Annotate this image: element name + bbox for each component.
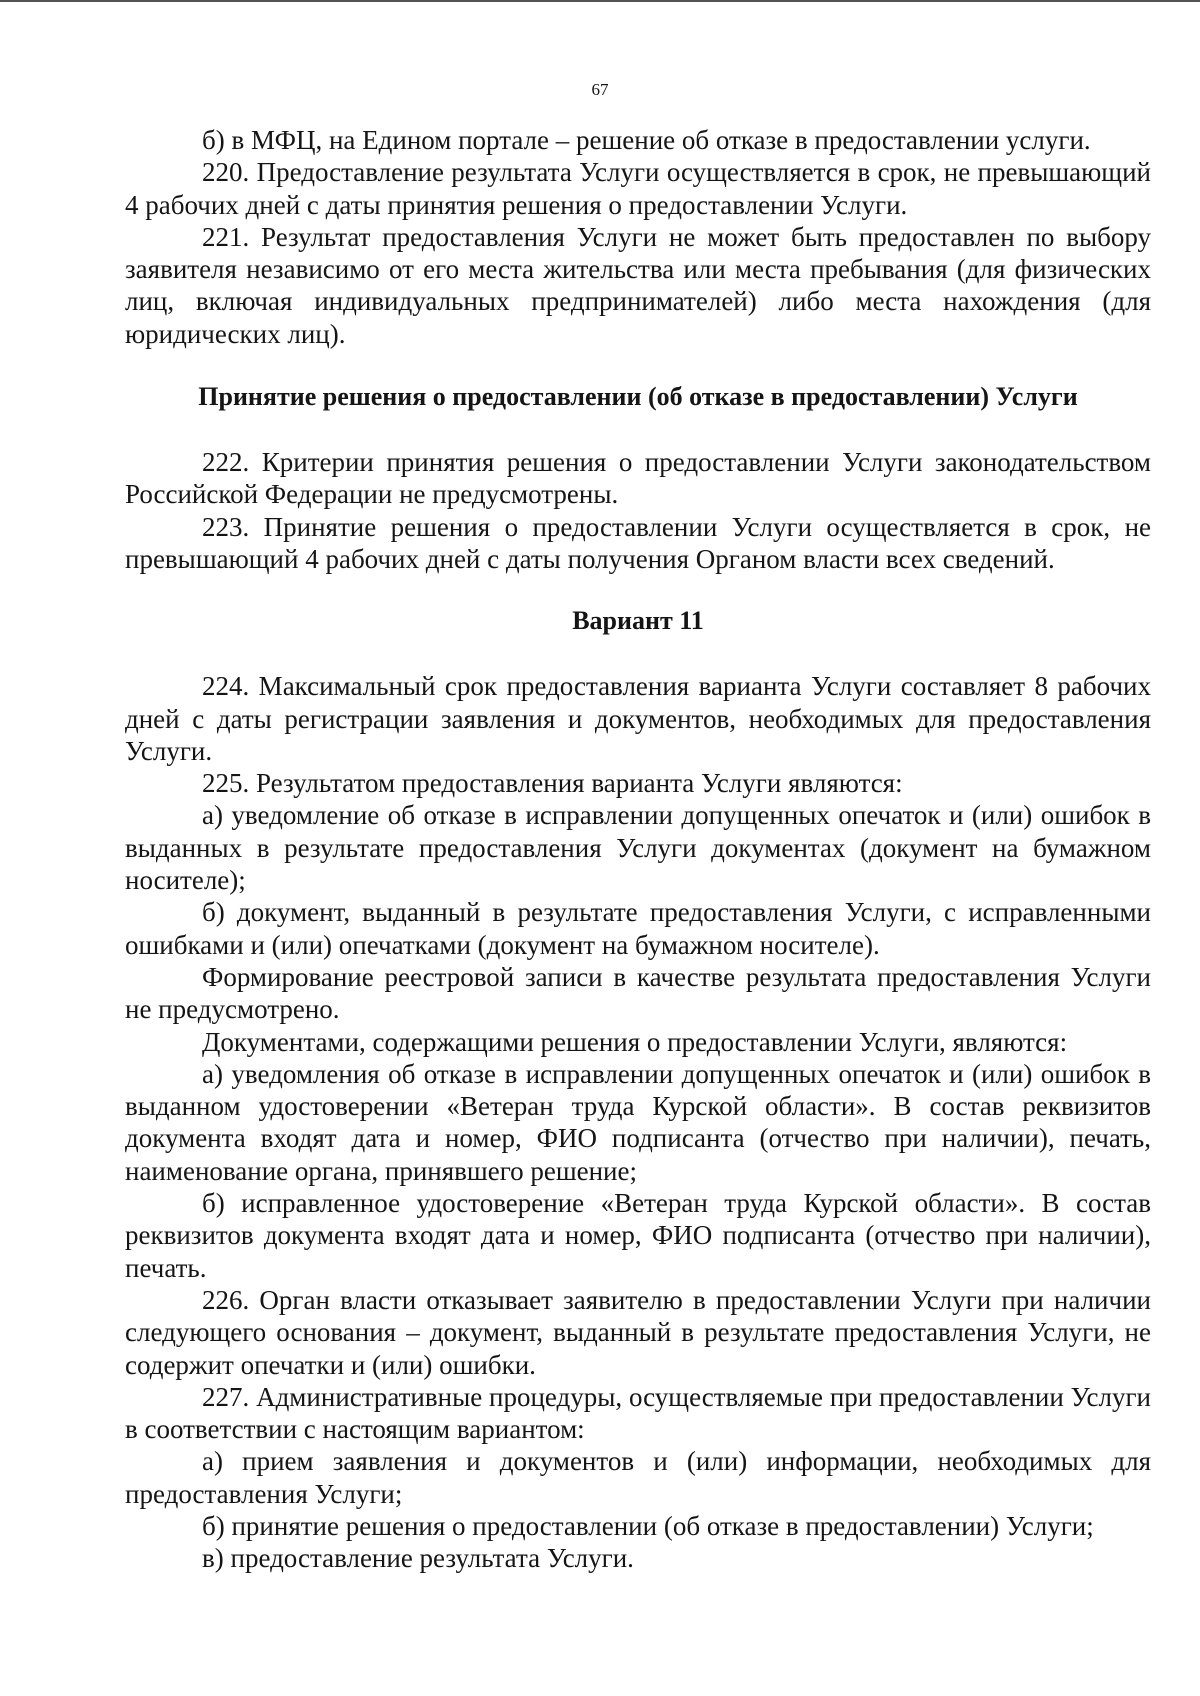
- document-body: [125, 124, 1151, 1575]
- list-item-documents-b: б) исправленное удостоверение «Ветеран труда Курской области». В состав реквизитов документа входят дата и номер, ФИО подписанта (отчество при наличии), печать.: [125, 1188, 1151, 1283]
- paragraph-226: 226. Орган власти отказывает заявителю в предоставлении Услуги при наличии следующего основания – документ, выданный в результате предоставления Услуги, не содержит опечатки и (или) ошибки.: [125, 1284, 1151, 1380]
- paragraph-221: 221. Результат предоставления Услуги не может быть предоставлен по выбору заявителя независимо от его места жительства или места пребывания (для физических лиц, включая индивидуальных предпринимателей) либо места нахождения (для юридических лиц).: [125, 221, 1151, 349]
- paragraph-decision-documents: Документами, содержащими решения о предоставлении Услуги, являются:: [202, 1026, 1068, 1057]
- list-item-documents-a: а) уведомления об отказе в исправлении допущенных опечаток и (или) ошибок в выданном удостоверении «Ветеран труда Курской области». В состав реквизитов документа входят дата и номер, ФИО подписанта (отчество при наличии), печать, наименование органа, принявшего решение;: [125, 1058, 1151, 1186]
- list-item-225b: б) документ, выданный в результате предоставления Услуги, с исправленными ошибками и (или) опечатками (документ на бумажном носителе).: [125, 897, 1151, 960]
- page-number: 67: [591, 80, 609, 99]
- list-item-225a: а) уведомление об отказе в исправлении допущенных опечаток и (или) ошибок в выданных в результате предоставления Услуги документах (документ на бумажном носителе);: [125, 800, 1151, 896]
- paragraph-227: 227. Административные процедуры, осуществляемые при предоставлении Услуги в соответствии с настоящим вариантом:: [125, 1381, 1151, 1445]
- section-heading-variant: Вариант 11: [572, 606, 704, 636]
- list-item-227c: в) предоставление результата Услуги.: [202, 1543, 634, 1574]
- paragraph-220: 220. Предоставление результата Услуги осуществляется в срок, не превышающий 4 рабочих дней с даты принятия решения о предоставлении Услуги.: [125, 157, 1151, 220]
- paragraph-224: 224. Максимальный срок предоставления варианта Услуги составляет 8 рабочих дней с даты регистрации заявления и документов, необходимых для предоставления Услуги.: [125, 671, 1151, 766]
- list-item-227b: б) принятие решения о предоставлении (об отказе в предоставлении) Услуги;: [202, 1510, 1094, 1541]
- scan-edge-line: [0, 0, 1200, 2]
- list-item-227a: а) прием заявления и документов и (или) информации, необходимых для предоставления Услуги;: [125, 1446, 1151, 1509]
- paragraph-223: 223. Принятие решения о предоставлении Услуги осуществляется в срок, не превышающий 4 рабочих дней с даты получения Органом власти всех сведений.: [125, 511, 1151, 574]
- section-heading-decision: Принятие решения о предоставлении (об отказе в предоставлении) Услуги: [198, 382, 1078, 412]
- paragraph-mfc-result: б) в МФЦ, на Едином портале – решение об отказе в предоставлении услуги.: [202, 125, 1091, 155]
- paragraph-222: 222. Критерии принятия решения о предоставлении Услуги законодательством Российской Федерации не предусмотрены.: [125, 447, 1151, 510]
- paragraph-225: 225. Результатом предоставления варианта Услуги являются:: [202, 768, 903, 799]
- paragraph-registry-record: Формирование реестровой записи в качестве результата предоставления Услуги не предусмотрено.: [125, 961, 1151, 1025]
